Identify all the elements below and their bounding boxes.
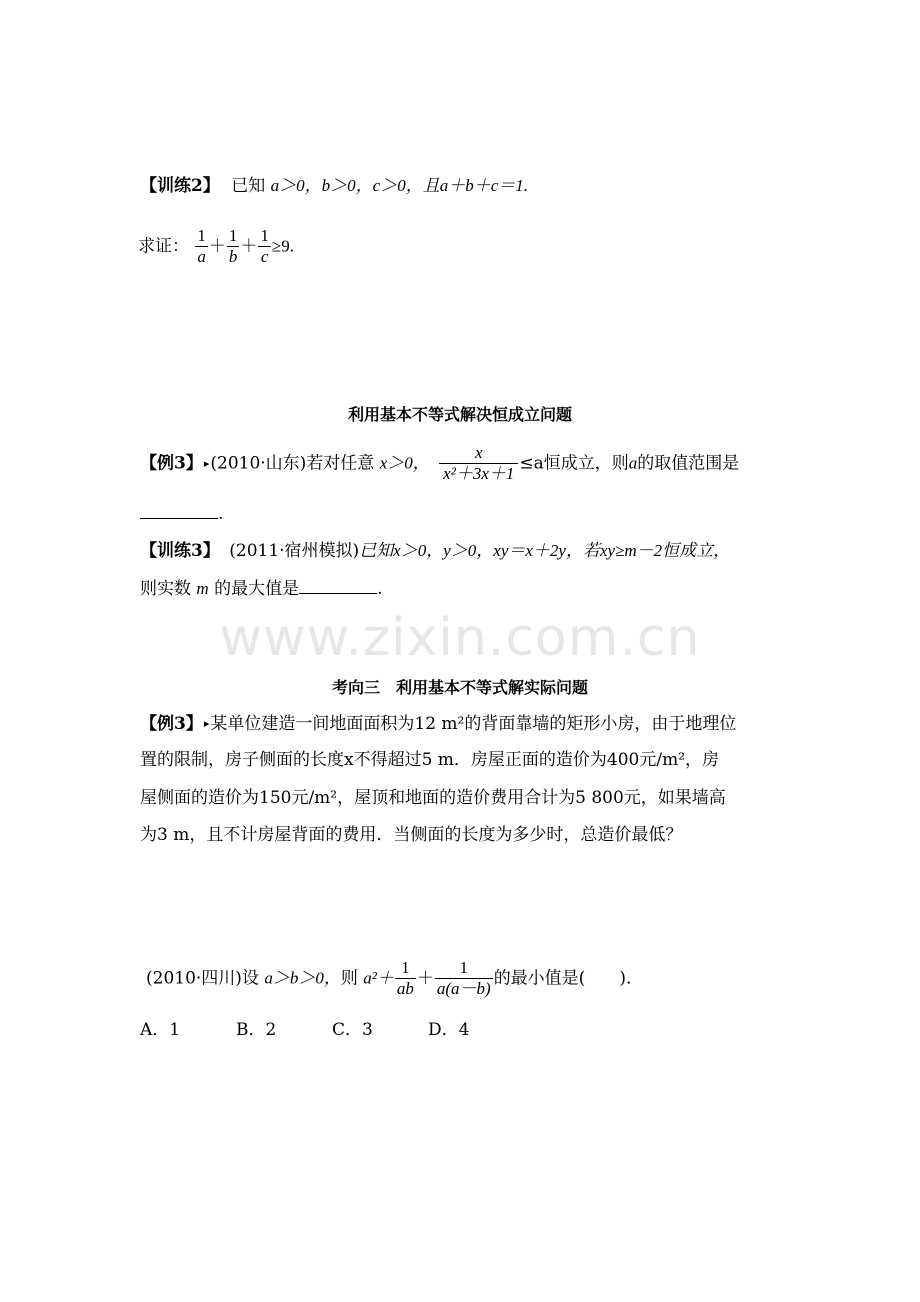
plus-sign: ＋ bbox=[416, 968, 434, 989]
example3b-line3: 屋侧面的造价为150元/m²，屋顶和地面的造价费用合计为5 800元，如果墙高 bbox=[140, 788, 726, 808]
inequality-tail: ≥9. bbox=[271, 236, 294, 256]
fraction-1-over-a bbox=[195, 226, 208, 267]
fraction-denominator: c bbox=[258, 246, 271, 267]
prove-label: 求证： bbox=[138, 236, 189, 257]
training3-text: 的最大值是 bbox=[214, 579, 300, 599]
fraction-denominator: x²＋3x＋1 bbox=[439, 463, 518, 484]
fraction-numerator: 1 bbox=[459, 958, 469, 977]
period: . bbox=[218, 504, 224, 524]
triangle-marker-icon: ▸ bbox=[203, 456, 210, 470]
training3-source: (2011·宿州模拟) bbox=[229, 541, 360, 561]
training2-text: 已知 bbox=[231, 176, 266, 196]
option-c[interactable]: C．3 bbox=[332, 1020, 373, 1040]
variable-a: a bbox=[628, 453, 638, 473]
fraction-numerator: 1 bbox=[197, 226, 206, 245]
fraction-numerator: 1 bbox=[401, 958, 410, 977]
example3b-text: 某单位建造一间地面面积为12 m²的背面靠墙的矩形小房，由于地理位 bbox=[210, 714, 737, 734]
training3-line2 bbox=[140, 577, 383, 601]
example3-line1 bbox=[140, 443, 739, 484]
training2-condition: a＞0，b＞0，c＞0，且a＋b＋c＝1. bbox=[270, 176, 528, 195]
options-row bbox=[140, 1018, 524, 1042]
plus-sign: ＋ bbox=[208, 236, 226, 257]
example3-tag: 【例3】 bbox=[140, 453, 203, 474]
question-line bbox=[146, 958, 643, 999]
fraction-1-over-b bbox=[227, 226, 240, 267]
answer-blank[interactable] bbox=[140, 502, 218, 519]
question-source: (2010·四川) bbox=[146, 968, 242, 989]
fraction-numerator: 1 bbox=[228, 226, 238, 245]
fraction-1-over-c bbox=[258, 226, 271, 267]
training3-tag: 【训练3】 bbox=[140, 541, 220, 561]
section-title-practical-problems: 考向三 利用基本不等式解实际问题 bbox=[331, 678, 588, 697]
training2-tag: 【训练2】 bbox=[140, 176, 220, 196]
training3-text: 已知x＞0，y＞0，xy＝x＋2y，若xy≥m－2恒成立， bbox=[359, 541, 731, 560]
fraction-denominator: ab bbox=[396, 979, 414, 998]
fraction-denominator: a bbox=[197, 247, 206, 266]
example3-condition: x＞0， bbox=[379, 453, 430, 473]
option-d[interactable]: D．4 bbox=[428, 1020, 470, 1040]
example3-answer-line bbox=[140, 502, 223, 526]
example3-text: ≤a恒成立，则 bbox=[519, 453, 629, 474]
example3-text: 的取值范围是 bbox=[637, 453, 740, 474]
watermark: www.zixin.com.cn bbox=[219, 608, 701, 668]
question-expression: a²＋ bbox=[363, 968, 394, 988]
example3-text: 若对任意 bbox=[306, 453, 375, 474]
fraction-1-over-ab bbox=[395, 958, 416, 999]
fraction-1-over-a-a-minus-b bbox=[435, 958, 493, 999]
plus-sign: ＋ bbox=[240, 236, 258, 257]
question-text: 的最小值是( )． bbox=[493, 968, 643, 989]
training3-text: 则实数 bbox=[140, 579, 191, 599]
example3b-line1 bbox=[140, 712, 736, 736]
answer-blank[interactable] bbox=[299, 577, 377, 594]
training2-line bbox=[140, 174, 528, 198]
fraction-numerator: x bbox=[474, 443, 483, 462]
training3-line1 bbox=[140, 539, 730, 563]
triangle-marker-icon: ▸ bbox=[203, 717, 210, 730]
question-condition: a＞b＞0， bbox=[264, 968, 341, 988]
section-title-constant-inequality: 利用基本不等式解决恒成立问题 bbox=[347, 405, 572, 424]
example3b-line4: 为3 m，且不计房屋背面的费用．当侧面的长度为多少时，总造价最低？ bbox=[140, 825, 683, 845]
example3-source: (2010·山东) bbox=[210, 453, 307, 474]
variable-m: m bbox=[196, 579, 209, 598]
fraction-denominator: b bbox=[228, 247, 238, 266]
option-a[interactable]: A．1 bbox=[140, 1020, 181, 1040]
example3-fraction bbox=[439, 443, 518, 484]
example3b-line2: 置的限制，房子侧面的长度x不得超过5 m．房屋正面的造价为400元/m²，房 bbox=[140, 750, 720, 770]
example3b-tag: 【例3】 bbox=[140, 714, 203, 734]
question-text: 则 bbox=[340, 968, 358, 989]
fraction-denominator: a(a－b) bbox=[436, 979, 491, 998]
option-b[interactable]: B．2 bbox=[236, 1020, 277, 1040]
training2-prove-line bbox=[138, 226, 294, 267]
fraction-numerator: 1 bbox=[260, 226, 269, 245]
period: . bbox=[377, 579, 383, 599]
question-text: 设 bbox=[241, 968, 259, 989]
